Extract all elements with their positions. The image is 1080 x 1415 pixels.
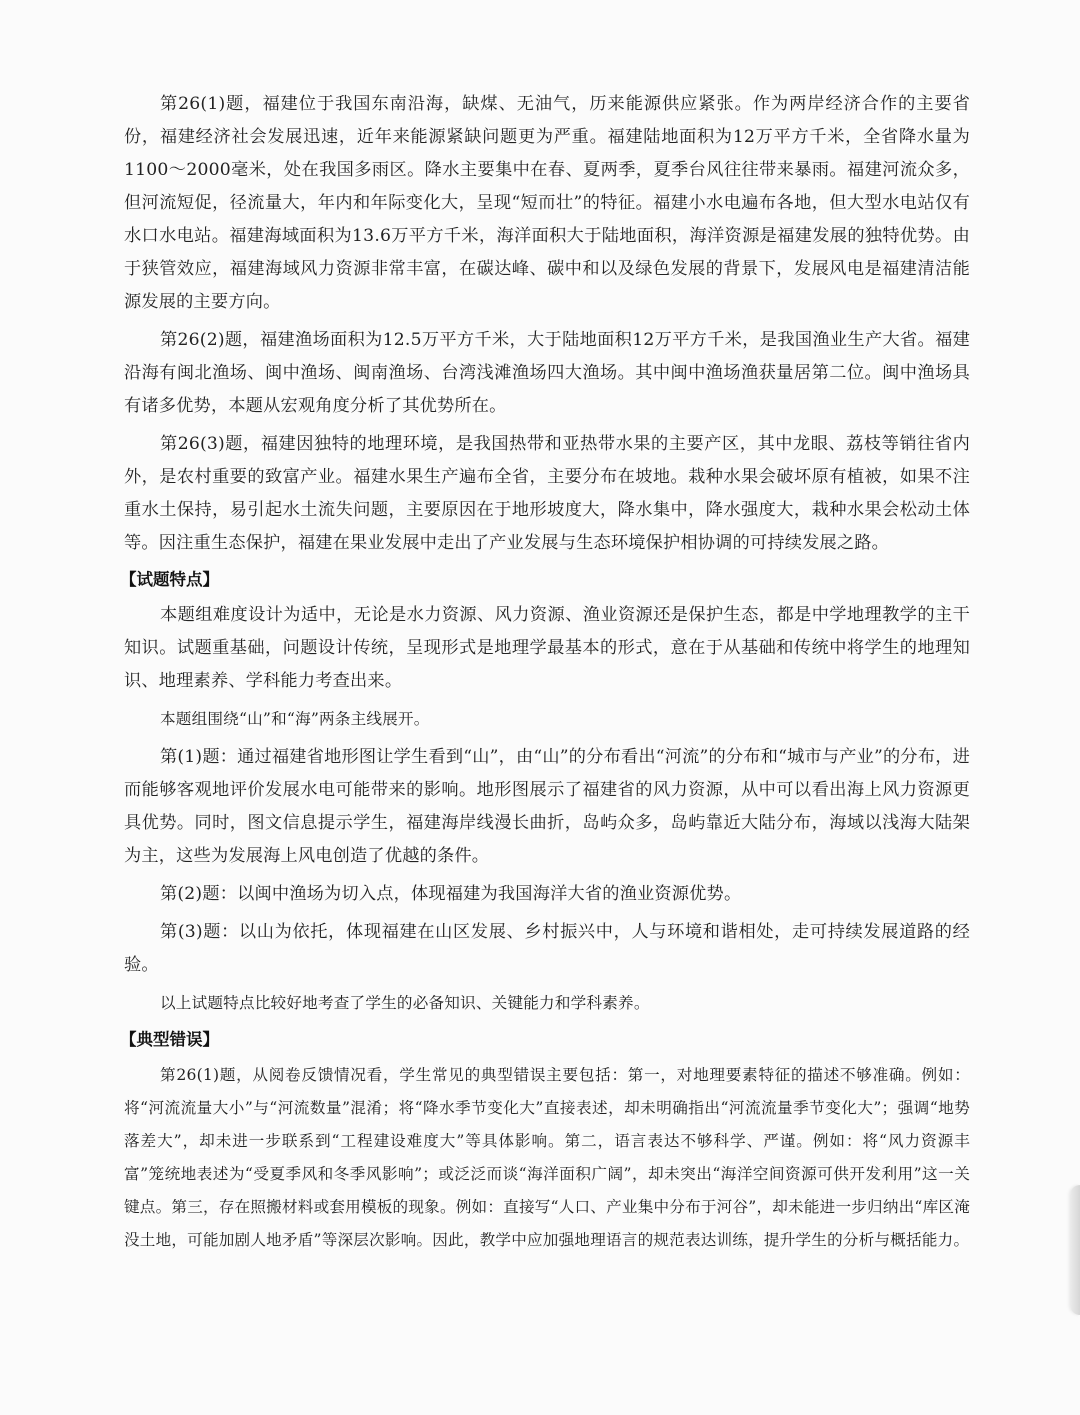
paragraph-features-intro: 本题组难度设计为适中，无论是水力资源、风力资源、渔业资源还是保护生态，都是中学地理教学的主干知识。试题重基础，问题设计传统，呈现形式是地理学最基本的形式，意在于从基础和传统中将学生的地理知识、地理素养、学科能力考查出来。 (124, 605, 970, 691)
paragraph-features-summary: 以上试题特点比较好地考查了学生的必备知识、关键能力和学科素养。 (160, 994, 650, 1012)
paragraph-feature-q1: 第(1)题：通过福建省地形图让学生看到“山”，由“山”的分布看出“河流”的分布和“城市与产业”的分布，进而能够客观地评价发展水电可能带来的影响。地形图展示了福建省的风力资源，从中可以看出海上风力资源更具优势。同时，图文信息提示学生，福建海岸线漫长曲折，岛屿众多，岛屿靠近大陆分布，海域以浅海大陆架为主，这些为发展海上风电创造了优越的条件。 (124, 747, 970, 866)
paragraph-main-lines: 本题组围绕“山”和“海”两条主线展开。 (160, 710, 430, 728)
section-heading-typical-errors: 【典型错误】 (120, 1030, 219, 1049)
paragraph-feature-q3: 第(3)题：以山为依托，体现福建在山区发展、乡村振兴中，人与环境和谐相处，走可持续发展道路的经验。 (124, 922, 970, 975)
paragraph-question-26-1: 第26(1)题，福建位于我国东南沿海，缺煤、无油气，历来能源供应紧张。作为两岸经济合作的主要省份，福建经济社会发展迅速，近年来能源紧缺问题更为严重。福建陆地面积为12万平方千米，全省降水量为1100～2000毫米，处在我国多雨区。降水主要集中在春、夏两季，夏季台风往往带来暴雨。福建河流众多，但河流短促，径流量大，年内和年际变化大，呈现“短而壮”的特征。福建小水电遍布各地，但大型水电站仅有水口水电站。福建海域面积为13.6万平方千米，海洋面积大于陆地面积，海洋资源是福建发展的独特优势。由于狭管效应，福建海域风力资源非常丰富，在碳达峰、碳中和以及绿色发展的背景下，发展风电是福建清洁能源发展的主要方向。 (124, 94, 970, 312)
paragraph-question-26-2: 第26(2)题，福建渔场面积为12.5万平方千米，大于陆地面积12万平方千米，是我国渔业生产大省。福建沿海有闽北渔场、闽中渔场、闽南渔场、台湾浅滩渔场四大渔场。其中闽中渔场渔获量居第二位。闽中渔场具有诸多优势，本题从宏观角度分析了其优势所在。 (124, 330, 970, 416)
scroll-handle[interactable] (1070, 1185, 1080, 1315)
paragraph-feature-q2: 第(2)题：以闽中渔场为切入点，体现福建为我国海洋大省的渔业资源优势。 (160, 884, 742, 904)
paragraph-typical-errors: 第26(1)题，从阅卷反馈情况看，学生常见的典型错误主要包括：第一，对地理要素特征的描述不够准确。例如：将“河流流量大小”与“河流数量”混淆；将“降水季节变化大”直接表述，却未明确指出“河流流量季节变化大”；强调“地势落差大”，却未进一步联系到“工程建设难度大”等具体影响。第二，语言表达不够科学、严谨。例如：将“风力资源丰富”笼统地表述为“受夏季风和冬季风影响”；或泛泛而谈“海洋面积广阔”，却未突出“海洋空间资源可供开发利用”这一关键点。第三，存在照搬材料或套用模板的现象。例如：直接写“人口、产业集中分布于河谷”，却未能进一步归纳出“库区淹没土地，可能加剧人地矛盾”等深层次影响。因此，教学中应加强地理语言的规范表达训练，提升学生的分析与概括能力。 (124, 1066, 970, 1249)
section-heading-features: 【试题特点】 (120, 570, 219, 589)
document-body (120, 88, 970, 1262)
paragraph-question-26-3: 第26(3)题，福建因独特的地理环境，是我国热带和亚热带水果的主要产区，其中龙眼、荔枝等销往省内外，是农村重要的致富产业。福建水果生产遍布全省，主要分布在坡地。栽种水果会破坏原有植被，如果不注重水土保持，易引起水土流失问题，主要原因在于地形坡度大，降水集中，降水强度大，栽种水果会松动土体等。因注重生态保护，福建在果业发展中走出了产业发展与生态环境保护相协调的可持续发展之路。 (124, 434, 970, 553)
